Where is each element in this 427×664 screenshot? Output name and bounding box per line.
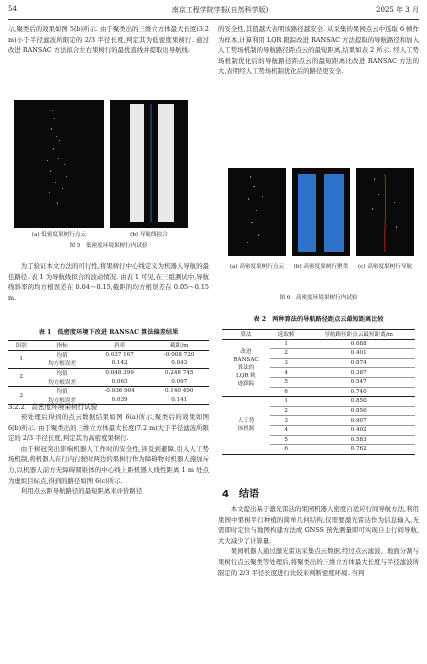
section-heading-3-2-2: 3.2.2 高密度环境果树行试验 — [8, 403, 98, 411]
cell-line: 算法的 — [237, 364, 255, 371]
table-cell: 均方根误差 — [48, 361, 77, 368]
table-cell: 6 — [284, 388, 288, 395]
paragraph: 利用点云距导航路径的最短距离来评价路径 — [20, 487, 143, 496]
cell-line: 人工势 — [237, 418, 255, 425]
paragraph: 本文提出基于激光雷达的果园机器人密度自适应行间导航方法,利用果园中果树平行种植的简单几何结构,仅需要激光雷达作为信息输入,无需即时定位与地图构建方法或 GNSS 预先测量即可实现自主行间导航,大大减少了计算量. — [218, 505, 419, 545]
table-cell: 0.248 745 — [164, 370, 194, 377]
section-heading-conclusion: 4 结语 — [222, 489, 259, 500]
table-cell: 3 — [270, 416, 302, 426]
table-cell: 1 — [19, 356, 23, 363]
table-cell: 均值 — [56, 352, 68, 359]
table-1 — [8, 340, 209, 405]
left-column-2 — [8, 261, 209, 303]
table-cell: 1 — [270, 339, 302, 349]
paragraph: 示,聚类后的效果如图 5(b)所示. 由于聚类出的三维立方体最大长度(3.2 m)小于半径滤波所限定的 2/3 半径长度,判定其为低密度果树行. 通过改进 RANSAC 方法拟合左右果树行的最优直线并提取出导航线. — [8, 25, 209, 55]
table-cell: 1 — [270, 397, 302, 407]
figure-6b-clusters — [292, 168, 350, 256]
table-cell: 0.387 — [302, 368, 415, 378]
table-header: 斜率 — [114, 343, 126, 350]
right-column — [218, 24, 419, 77]
left-column-3 — [8, 412, 209, 497]
table-cell: 6 — [284, 446, 288, 453]
cluster-image — [292, 168, 350, 256]
table-header: 算法 — [240, 332, 252, 339]
table-header: 指标 — [56, 343, 68, 350]
table-cell: 均值 — [56, 389, 68, 396]
table-cell: 0.401 — [302, 349, 415, 359]
table-cell: 5 — [270, 377, 302, 387]
table-cell: 0.547 — [302, 377, 415, 387]
pointcloud-image — [14, 100, 104, 228]
table-cell: 0.141 — [171, 396, 188, 403]
table-cell: 0.583 — [302, 435, 415, 445]
cell-line: LQR 轨 — [236, 372, 256, 379]
table-cell: 3 — [8, 386, 34, 404]
table-cell: 3 — [270, 358, 302, 368]
table-cell: 0.063 — [111, 378, 128, 385]
issue-date: 2025 年 3 月 — [376, 6, 419, 14]
table-header: 组别 — [15, 343, 27, 350]
cell-line: 迹跟踪 — [237, 380, 255, 387]
figure-5b-navline — [110, 100, 188, 228]
table-cell: 0.850 — [302, 397, 415, 407]
table-cell: 0.048 399 — [105, 370, 134, 377]
table-cell: 0.140 490 — [164, 388, 194, 395]
navigation-image — [356, 168, 414, 256]
table-cell: 0.740 — [350, 388, 367, 395]
figure-5b-label: (b) 导航线拟合 — [130, 232, 168, 238]
table-cell: 2 — [270, 349, 302, 359]
table-cell: 均值 — [56, 371, 68, 378]
table-cell: 4 — [270, 425, 302, 435]
figure-6a-label: (a) 高密度果树行点云 — [229, 264, 285, 270]
table-cell: 0.856 — [302, 406, 415, 416]
table-cell: 5 — [270, 435, 302, 445]
table-2 — [222, 329, 415, 455]
table-header: 选取帧 — [277, 332, 295, 339]
table-cell: -0.008 720 — [164, 351, 195, 358]
table-cell: 0.037 167 — [105, 351, 134, 358]
figure-6c-label: (c) 高密度果树行导航 — [357, 264, 413, 270]
figure-6a-pointcloud — [228, 168, 286, 256]
algorithm-cell-ransac — [222, 339, 270, 397]
table-cell: 0.097 — [171, 378, 188, 385]
table-cell: 4 — [270, 368, 302, 378]
right-column-2 — [218, 504, 419, 578]
paragraph: 预处理后得到的点云数据结果如图 6(a)所示,聚类后的效果如图 6(b)所示. 由于聚类出的三维立方体最大长度(7.2 m)大于半径滤波所限定的 2/3 半径长度,判定其为高密度果树行. — [8, 413, 209, 443]
figure-6-caption: 图 6 高密度环境果树行内试验 — [279, 295, 358, 301]
table-1-title: 表 1 低密度环境下改进 RANSAC 算法偏差结果 — [38, 329, 179, 336]
cell-line: 改进 — [240, 348, 252, 355]
table-cell: 0.762 — [350, 446, 367, 453]
paragraph: 果园机器人通过激光雷达采集点云数据,经过点云滤波、地面分割与果树行点云聚类等处理后,将聚类出的三维立方体最大长度与半径滤波所限定的 2/3 半径长度进行比较来判断密度环境. 当判 — [218, 547, 419, 577]
paragraph: 由于树冠突出影响机器人工作时的安全性,涉及到避障,引入人工势场机制,将机器人在行内行驶时两边的果树行作为障碍物对机器人施加斥力,以机器人前方无障碍圆锥体的中心线上距机器人线性距离 1 m 处点为虚拟目标点,得到的路径如图 6(c)所示. — [8, 444, 209, 485]
table-cell: 0.874 — [302, 358, 415, 368]
header-rule — [8, 19, 419, 20]
table-cell: 0.039 — [111, 396, 128, 403]
page-number: 54 — [8, 5, 17, 13]
table-cell: 0.402 — [302, 425, 415, 435]
table-header: 截距/m — [170, 343, 189, 350]
pointcloud-image — [228, 168, 286, 256]
table-cell: 0.043 — [171, 360, 188, 367]
table-cell: 0.907 — [302, 416, 415, 426]
cell-line: RANSAC — [233, 356, 259, 363]
paragraph: 为了验证本文方法的可行性,将果树行中心线定义为机器人导航的最佳路径. 表 1 为导航线拟合的波动情况. 由表 1 可见,在三组测试中,导航线斜率的均方根误差在 0.04～0.15,截距的均方根误差在 0.05～0.15 m. — [8, 262, 209, 302]
journal-title: 南京工程学院学报(自然科学版) — [171, 6, 269, 14]
figure-5a-pointcloud — [14, 100, 104, 228]
table-2-title: 表 2 两种算法的导航路径距点云最短距离比较 — [253, 316, 384, 323]
algorithm-cell-apf — [222, 397, 270, 455]
table-cell: 2 — [8, 368, 34, 386]
table-cell: 均方根误差 — [48, 397, 77, 404]
left-column — [8, 24, 209, 56]
table-cell: 0.688 — [302, 339, 415, 349]
table-cell: -0.036 904 — [104, 388, 135, 395]
figure-5a-label: (a) 低密度果树行点云 — [31, 232, 87, 238]
table-cell: 均方根误差 — [48, 379, 77, 386]
figure-6b-label: (b) 高密度果树行聚类 — [293, 264, 349, 270]
figure-5-caption: 图 5 低密度环境果树行内试验 — [69, 243, 148, 249]
navigation-line-image — [110, 100, 188, 228]
cell-line: 场机制 — [237, 426, 255, 433]
table-header: 导航路径距点云最短距离/m — [324, 332, 393, 339]
figure-6c-navigation — [356, 168, 414, 256]
paragraph: 的安全性,其值越大表明该路径越安全. 从采集的果园点云中选取 6 帧作为样本,计算利用 LQR 跟踪改进 RANSAC 方法提取的导航路径和加入人工势场机制的导航路径距点云的最短距离,结果如表 2 所示. 经人工势场机制优化后的导航路径距点云的最短距离比改进 RANSAC 方法的大,表明经人工势场机制优化后的路径更安全. — [218, 25, 419, 76]
table-cell: 2 — [270, 406, 302, 416]
table-cell: 0.142 — [111, 360, 128, 367]
